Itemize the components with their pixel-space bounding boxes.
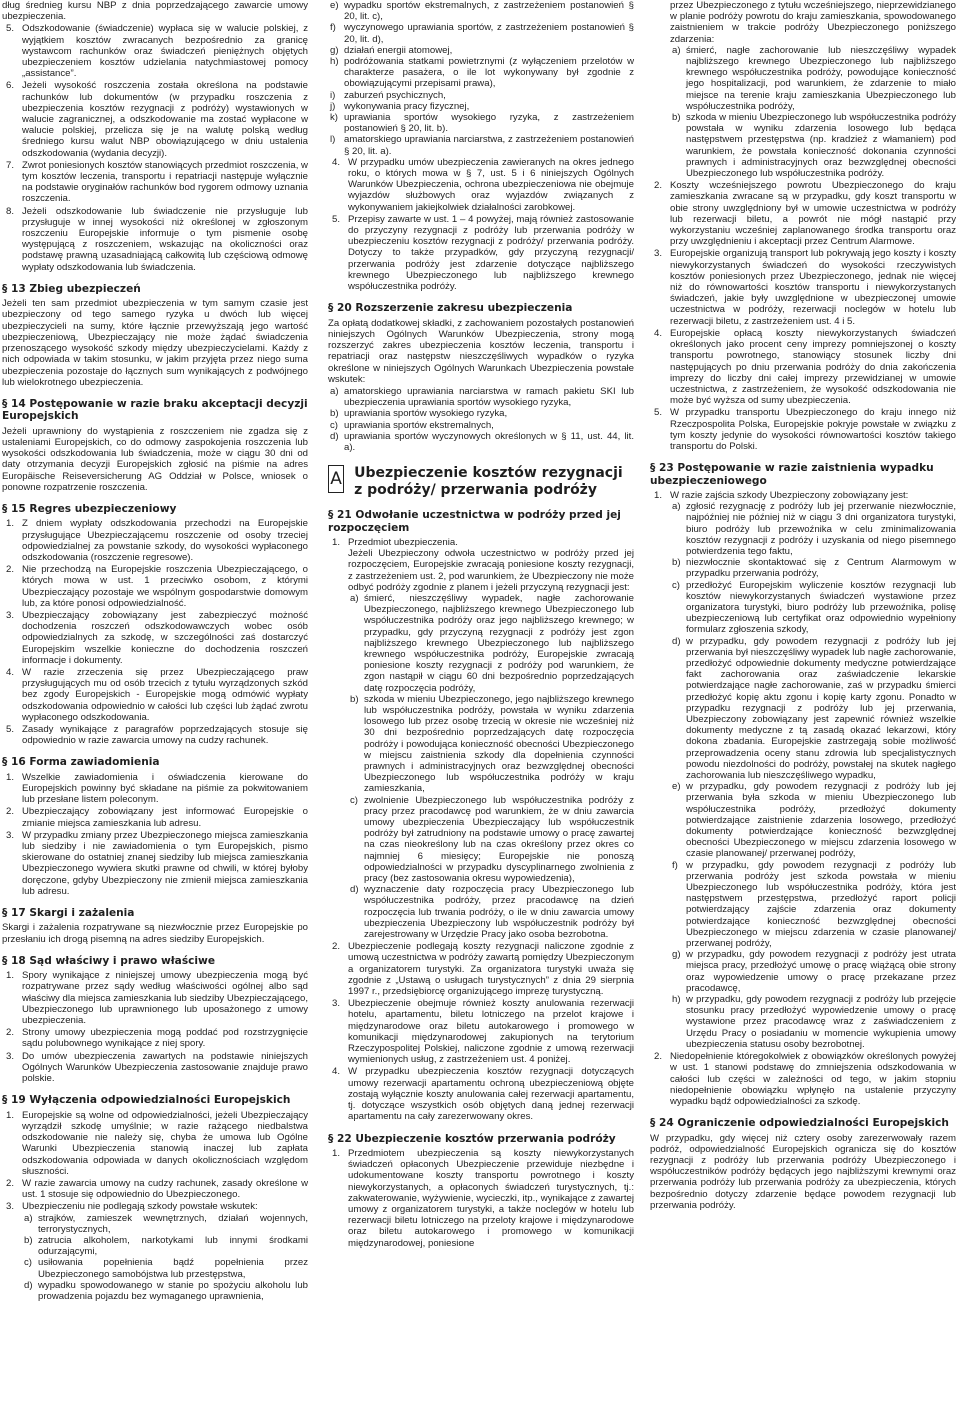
list-item-continuation: przez Ubezpieczonego z tytułu wcześniejszego, nieprzewidzianego w planie podróży powrotu do kraju zamieszkania, spowodowanego zaistnieniem w trakcie podróży Ubezpieczonego poniższego zdarzenia: a) śmierć, nagłe zachorowanie lub nieszczęśliwy wypadek najbliższego krewnego Ubezpieczonego lub najbliższego krewnego współuczestnika podróży, powodujące konieczność jego hospitalizacji, pod warunkiem, że zdarzenie to miało miejsce na terenie kraju zamieszkania Ubezpieczonego lub współuczestnika podróży, b) szkoda w mieniu Ubezpieczonego lub współuczestnika podróży powstała w wyniku zdarzenia losowego lub będąca następstwem przestępstwa (np. kradzież z włamaniem) pod warunkiem, że powstała konieczność dokonania czynności prawnych i administracyjnych oraz bezwzględnej obecności Ubezpieczonego lub współuczestnika podróży. (670, 0, 956, 180)
list-item: 4. W razie zrzeczenia się przez Ubezpieczającego praw przysługujących mu od osób trzecich z tytułu wyrządzonych szkód bez zgody Europejskich - Europejskie mogą odmówić wypłaty odszkodowania odpowiednio w całości lub części lub żądać zwrotu wypłaconego odszkodowania. (6, 666, 308, 723)
sub-list-item: l) amatorskiego uprawiania narciarstwa, z zastrzeżeniem postanowień § 20, lit. a). (330, 134, 634, 157)
list-item: 3. Do umów ubezpieczenia zawartych na podstawie niniejszych Ogólnych Warunków Ubezpieczenia zastosowanie znajduje prawo polskie. (6, 1050, 308, 1085)
column-right (650, 0, 956, 1212)
list-item: 1. Z dniem wypłaty odszkodowania przechodzi na Europejskie przysługujące Ubezpieczającemu roszczenie od osoby trzeciej odpowiedzialnej za powstanie szkody, do wysokości wypłaconego odszkodowania (roszczenie regresowe). (6, 518, 308, 563)
column-left (2, 0, 308, 1303)
sub-list-item: g) działań energii atomowej, (330, 44, 453, 56)
section-heading: § 22 Ubezpieczenie kosztów przerwania podróży (328, 1132, 616, 1145)
list-item: 2. Niedopełnienie któregokolwiek z obowiązków określonych powyżej w ust. 1 stanowi podstawę do zmniejszenia odszkodowania w całości lub części w zależności od tego, w jakim stopniu niedopełnienie obowiązku wpłynęło na ustalenie przyczyny wypadku bądź odpowiedzialności za szkodę. (654, 1051, 956, 1107)
section-paragraph: Skargi i zażalenia rozpatrywane są niezwłocznie przez Europejskie po przesłaniu ich drogą pisemną na adres siedziby Europejskich. (2, 922, 308, 945)
sub-list-item: c) uprawiania sportów ekstremalnych, (330, 419, 494, 431)
sub-list-item: b) szkoda w mieniu Ubezpieczonego lub współuczestnika podróży powstała w wyniku zdarzenia losowego lub będąca następstwem przestępstwa (np. kradzież z włamaniem) pod warunkiem, że powstała konieczność dokonania czynności prawnych i administracyjnych oraz bezwzględnej obecności Ubezpieczonego lub współuczestnika podróży. (672, 112, 956, 180)
section-heading: § 20 Rozszerzenie zakresu ubezpieczenia (328, 302, 573, 315)
sub-list-item: h) w przypadku, gdy powodem rezygnacji z podróży lub przejęcie stosunku pracy przedłożyć wypowiedzenie umowy o pracę wystawione przez pracodawcę wraz z zaświadczeniem z Urzędu Pracy o posiadaniu w momencie wykupienia umowy ubezpieczenia statusu osoby bezrobotnej. (672, 994, 956, 1050)
section-heading: § 24 Ograniczenie odpowiedzialności Europejskich (650, 1117, 949, 1130)
sub-list-item: g) w przypadku, gdy powodem rezygnacji z podróży jest utrata miejsca pracy, przedłożyć umowę o pracę wiążącą obie strony oraz wypowiedzenie umowy o pracę przekazane przez pracodawcę, (672, 949, 956, 994)
sub-list-item: a) śmierć, nieszczęśliwy wypadek, nagłe zachorowanie Ubezpieczonego, najbliższego krewnego Ubezpieczonego lub współuczestnika podróży oraz jego najbliższego krewnego; w przypadku, gdy przyczyną rezygnacji z podróży jest zgon najbliższego krewnego Ubezpieczonego lub najbliższego krewnego współuczestnika podróży, Europejskie zwracają poniesione koszty rezygnacji z podróży pod warunkiem, że zgon nastąpił w ciągu 60 dni bezpośrednio poprzedzających datę rozpoczęcia podróży, (350, 592, 634, 694)
sub-list-item: k) uprawiania sportów wysokiego ryzyka, z zastrzeżeniem postanowień § 20, lit. b). (330, 112, 634, 135)
section-paragraph: Jeżeli ten sam przedmiot ubezpieczenia w tym samym czasie jest ubezpieczony od tego samego ryzyka u dwóch lub więcej ubezpieczycieli na sumy, które łącznie przewyższają jego wartość ubezpieczeniową, Ubezpieczający nie może żądać świadczenia przenoszącego wysokość szkody między ubezpieczycielami. Każdy z nich odpowiada w takim stosunku, w jakim przyjęta przez niego suma ubezpieczenia pozostaje do łącznych sum wynikających z podwójnego lub wielokrotnego ubezpieczenia. (2, 298, 308, 388)
part-letter-box: A (328, 465, 344, 493)
list-item: 2. Ubezpieczający zobowiązany jest informować Europejskie o zmianie miejsca zamieszkania lub adresu. (6, 806, 308, 829)
section-heading: § 14 Postępowanie w razie braku akceptacji decyzji Europejskich (2, 397, 308, 423)
list-item: 1. Europejskie są wolne od odpowiedzialności, jeżeli Ubezpieczający wyrządził szkodę umyślnie; w razie rażącego niedbalstwa odszkodowanie nie należy się, chyba że umowa lub Ogólne Warunki Ubezpieczenia stanowią inaczej lub zapłata odszkodowania odpowiada w danych okolicznościach względom słuszności. (6, 1109, 308, 1177)
section-heading: § 23 Postępowanie w razie zaistnienia wypadku ubezpieczeniowego (650, 462, 934, 487)
list-item: 1. Wszelkie zawiadomienia i oświadczenia kierowane do Europejskich powinny być składane na piśmie za pokwitowaniem lub przesłane listem poleconym. (6, 771, 308, 806)
sub-list-item: j) wykonywania pracy fizycznej, (330, 100, 470, 112)
sub-list-item: b) szkoda w mieniu Ubezpieczonego, jego najbliższego krewnego lub współuczestnika podróży, powstała w wyniku zdarzenia losowego lub przez osobę trzecią w okresie nie wcześniej niż 30 dni bezpośrednio poprzedzających datę rozpoczęcia podróży i powodująca konieczność obecności Ubezpieczonego w miejscu zaistnienia szkody dla dopełnienia czynności prawnych i administracyjnych oraz bezwzględnej obecności Ubezpieczonego lub współuczestnika podróży w kraju zamieszkania, (350, 693, 634, 795)
section-heading: § 16 Forma zawiadomienia (2, 756, 160, 769)
list-item: 6. Jeżeli wysokość roszczenia została określona na podstawie rachunków lub dokumentów (w przypadku roszczenia z ubezpieczenia kosztów rezygnacji z podróży) wystawionych w walucie zagranicznej, a odszkodowanie ma zostać wypłacone w walucie polskiej, przelicza się je na walutę polską według średniego kursu walut NBP obowiązującego w dniu ustalenia odszkodowania (wydania decyzji). (6, 80, 308, 159)
sub-list-item: b) uprawiania sportów wysokiego ryzyka, (330, 408, 508, 420)
section-heading: § 19 Wyłączenia odpowiedzialności Europejskich (2, 1094, 291, 1107)
list-item: 3. Ubezpieczeniu nie podlegają szkody powstałe wskutek: a) strajków, zamieszek wewnętrznych, działań wojennych, terrorystycznych, b) zatrucia alkoholem, narkotykami lub innymi środkami odurzającymi, c) usiłowania popełnienia bądź popełnienia przez Ubezpieczonego samobójstwa lub przestępstwa, d) wypadku spowodowanego w stanie po spożyciu alkoholu lub prowadzenia pojazdu bez wymaganego uprawnienia, (6, 1201, 308, 1302)
list-item: 3. Ubezpieczający zobowiązany jest zabezpieczyć możność dochodzenia roszczeń odszkodowawczych wobec osób odpowiedzialnych za szkodę, w szczególności zaś dostarczyć Europejskim wszelkie konieczne do dochodzenia roszczeń informacje i dokumenty. (6, 609, 308, 666)
sub-list-item: d) w przypadku, gdy powodem rezygnacji z podróży lub jej przerwania był nieszczęśliwy wypadek lub nagłe zachorowanie, przedłożyć odpowiednie dokumenty medyczne potwierdzające fakt zachorowania oraz zaświadczenie lekarskie potwierdzające nagłe zachorowanie, zaś w przypadku śmierci przedłożyć kopię aktu zgonu i kopię karty zgonu. Ponadto w przypadku rezygnacji z podróży lub jej przerwania, Ubezpieczony zobowiązany jest zapewnić również wszelkie dokumenty medyczne z tą zasadą okazać lekarzowi, który dokona zbadania. Europejskie zastrzegają sobie możliwość przeprowadzenia oceny stanu zdrowia lub specjalistycznych powodu niezdolności do podróży, powstałej na skutek nagłego zachorowania lub nieszczęśliwego wypadku, (672, 635, 956, 782)
sub-list-item: a) zgłosić rezygnację z podróży lub jej przerwanie niezwłocznie, najpóźniej nie później niż w ciągu 3 dni organizatora turystyki, biuro podróży lub przewoźnika w celu zminimalizowania kosztów rezygnacji z podróży i uzyskania od niego pisemnego potwierdzenia tego faktu, (672, 501, 956, 557)
sub-list-item: c) przedłożyć Europejskim wyliczenie kosztów rezygnacji lub kosztów niewykorzystanych świadczeń wystawione przez organizatora turystyki, biuro podróży lub przewoźnika, polisę ubezpieczeniową lub certyfikat oraz odpowiednio wypełniony formularz zgłoszenia szkody, (672, 579, 956, 636)
sub-list-item: a) strajków, zamieszek wewnętrznych, działań wojennych, terrorystycznych, (24, 1212, 308, 1235)
list-item: 8. Jeżeli odszkodowanie lub świadczenie nie przysługuje lub przysługuje w innej wysokości niż określonej w zgłoszonym roszczeniu Europejskie informuje o tym pismenie osobę występującą z roszczeniem, wskazując na okoliczności oraz podstawę prawną uzasadniającą całkowitą lub częściową odmowę wypłaty odszkodowania lub świadczenia. (6, 205, 308, 273)
list-item: 7. Zwrot poniesionych kosztów stanowiących przedmiot roszczenia, w tym kosztów leczenia, transportu i repatriacji następuje wyłącznie na podstawie oryginałów rachunków bod rygorem odmowy uznania roszczenia. (6, 159, 308, 205)
list-item: 4. W przypadku umów ubezpieczenia zawieranych na okres jednego roku, o których mowa w § 7, ust. 5 i 6 niniejszych Ogólnych Warunków Ubezpieczenia, ochrona ubezpieczeniowa nie obejmuje wyjazdów służbowych oraz wyjazdów związanych z wykonywaniem jakiejkolwiek działalności zarobkowej. (332, 156, 634, 213)
list-item: 2. Ubezpieczenie podlegają koszty rezygnacji naliczone zgodnie z umową uczestnictwa w podróży zawartą pomiędzy Ubezpieczonym a organizatorem turystyki. Za organizatora turystyki uważa się zgodnie z „Ustawą o usługach turystycznych” z dnia 29 sierpnia 1997 r., przedsiębiorcę organizującego imprezę turystyczną. (332, 941, 634, 998)
list-item: 3. W przypadku zmiany przez Ubezpieczonego miejsca zamieszkania lub siedziby i nie zawiadomienia o tym Europejskich, pismo skierowane do ostatniej znanej siedziby lub miejsca zamieszkania Ubezpieczonego wywiera skutki prawne od chwili, w której byłoby doręczone, gdyby Ubezpieczony nie zmienił miejsca zamieszkania lub adresu. (6, 829, 308, 897)
list-item: 1. Przedmiotem ubezpieczenia są koszty niewykorzystanych świadczeń opłaconych Ubezpieczenie przewiduje niezbędne i udokumentowane koszty transportu powrotnego i koszty niewykorzystanych, a opłaconych świadczeń turystycznych, tj.: zakwaterowanie, wyżywienie, wycieczki, itp., wynikające z zawartej umowy z organizatorem turystyki, a także noclegów w hotelu lub rezerwacji biletu lotniczego na przeloty krajowe i międzynarodowe oraz biletu autokarowego i promowego w komunikacji międzynarodowej, poniesione (332, 1147, 634, 1249)
list-item: 2. Strony umowy ubezpieczenia mogą poddać pod rozstrzygnięcie sądu polubownego wynikające z niej spory. (6, 1027, 308, 1050)
sub-list-item: d) uprawiania sportów wyczynowych określonych w § 11, ust. 44, lit. a). (330, 430, 634, 453)
list-item: 2. Nie przechodzą na Europejskie roszczenia Ubezpieczającego, o których mowa w ust. 1 przeciwko osobom, z którymi Ubezpieczający pozostaje we wspólnym gospodarstwie domowym lub, za które ponosi odpowiedzialność. (6, 564, 308, 609)
list-item: 1. Przedmiot ubezpieczenia. Jeżeli Ubezpieczony odwoła uczestnictwo w podróży przed jej rozpoczęciem, Europejskie zwracają poniesione koszty rezygnacji, z zastrzeżeniem ust. 2, pod warunkiem, że Ubezpieczony nie może odbyć podróży zgodnie z planem i jeżeli przyczyną rezygnacji jest: a) śmierć, nieszczęśliwy wypadek, nagłe zachorowanie Ubezpieczonego, najbliższego krewnego Ubezpieczonego lub współuczestnika podróży oraz jego najbliższego krewnego; w przypadku, gdy przyczyną rezygnacji z podróży jest zgon najbliższego krewnego Ubezpieczonego lub najbliższego krewnego współuczestnika podróży, Europejskie zwracają poniesione koszty rezygnacji z podróży pod warunkiem, że zgon nastąpił w ciągu 60 dni bezpośrednio poprzedzających datę rozpoczęcia podróży, b) szkoda w mieniu Ubezpieczonego, jego najbliższego krewnego lub współuczestnika podróży, powstała w wyniku zdarzenia losowego lub przez osobę trzecią w okresie nie wcześniej niż 30 dni bezpośrednio poprzedzających datę rozpoczęcia podróży i powodująca konieczność obecności Ubezpieczonego w miejscu zaistnienia szkody dla dopełnienia czynności prawnych i administracyjnych oraz bezwzględnej obecności Ubezpieczonego lub współuczestnika podróży w kraju zamieszkania, c) zwolnienie Ubezpieczonego lub współuczestnika podróży z pracy przez pracodawcę pod warunkiem, że w dniu zawarcia umowy ubezpieczenia Ubezpieczający lub współuczestnik podróży był zatrudniony na podstawie umowy o pracę zawartej na czas nieokreślony lub na czas określony przez okres co najmniej 6 miesięcy; Europejskie nie ponoszą odpowiedzialności w przypadku dyscyplinarnego zwolnienia z pracy (bez zastosowania okresu wypowiedzenia), d) wyznaczenie daty rozpoczęcia pracy Ubezpieczonego lub współuczestnika podróży, przez pracodawcę na dzień rozpoczęcia lub trwania podróży, o ile w dniu zawarcia umowy ubezpieczenia Ubezpieczony lub współuczestnik podróży był zarejestrowany w Urzędzie Pracy jako osoba bezrobotna. (332, 536, 634, 941)
list-item: 1. Spory wynikające z niniejszej umowy ubezpieczenia mogą być rozpatrywane przez sądy według właściwości ogólnej albo sąd właściwy dla miejsca zamieszkania lub siedziby Ubezpieczającego, Ubezpieczonego lub uprawnionego lub uposażonego z umowy ubezpieczenia. (6, 970, 308, 1027)
sub-list-item: f) w przypadku, gdy powodem rezygnacji z podróży lub przerwania podróży jest szkoda powstała w mieniu Ubezpieczonego lub współuczestnika podróży, która jest następstwem przestępstwa, przedłożyć raport policji potwierdzający zajście zdarzenia oraz dokumenty potwierdzające konieczność bezwzględnej obecności Ubezpieczonego w miejscu zdarzenia w czasie planowanej/ przerwanej podróży, (672, 859, 956, 950)
sub-list-item: c) zwolnienie Ubezpieczonego lub współuczestnika podróży z pracy przez pracodawcę pod warunkiem, że w dniu zawarcia umowy ubezpieczenia Ubezpieczający lub współuczestnik podróży był zatrudniony na podstawie umowy o pracę zawartej na czas nieokreślony lub na czas określony przez okres co najmniej 6 miesięcy; Europejskie nie ponoszą odpowiedzialności w przypadku dyscyplinarnego zwolnienia z pracy (bez zastosowania okresu wypowiedzenia), (350, 794, 634, 885)
list-item: 5. Przepisy zawarte w ust. 1 – 4 powyżej, mają również zastosowanie do przyczyny rezygnacji z podróży lub przerwania podróży w ubezpieczeniu kosztów rezygnacji z podróży/ przerwania podróży. Dotyczy to także przypadków, gdy przyczyną rezygnacji/ przerwania podróży jest zdarzenie dotyczące najbliższego krewnego Ubezpieczonego lub najbliższego krewnego współuczestnika podróży. (332, 213, 634, 293)
sub-list-item: d) wyznaczenie daty rozpoczęcia pracy Ubezpieczonego lub współuczestnika podróży, przez pracodawcę na dzień rozpoczęcia lub trwania podróży, o ile w dniu zawarcia umowy ubezpieczenia Ubezpieczony lub współuczestnik podróży był zarejestrowany w Urzędzie Pracy jako osoba bezrobotna. (350, 884, 634, 941)
sub-list-item: e) wypadku sportów ekstremalnych, z zastrzeżeniem postanowień § 20, lit. c), (330, 0, 634, 23)
sub-list-item: d) wypadku spowodowanego w stanie po spożyciu alkoholu lub prowadzenia pojazdu bez wymaganego uprawnienia, (24, 1279, 308, 1302)
list-item: 1. W razie zajścia szkody Ubezpieczony zobowiązany jest: a) zgłosić rezygnację z podróży lub jej przerwanie niezwłocznie, najpóźniej nie później niż w ciągu 3 dni organizatora turystyki, biuro podróży lub przewoźnika w celu zminimalizowania kosztów rezygnacji z podróży i uzyskania od niego pisemnego potwierdzenia tego faktu, b) niezwłocznie skontaktować się z Centrum Alarmowym w przypadku przerwania podróży, c) przedłożyć Europejskim wyliczenie kosztów rezygnacji lub kosztów niewykorzystanych świadczeń wystawione przez organizatora turystyki, biuro podróży lub przewoźnika, polisę ubezpieczeniową lub certyfikat oraz odpowiednio wypełniony formularz zgłoszenia szkody, d) w przypadku, gdy powodem rezygnacji z podróży lub jej przerwania był nieszczęśliwy wypadek lub nagłe zachorowanie, przedłożyć odpowiednie dokumenty medyczne potwierdzające fakt zachorowania oraz zaświadczenie lekarskie potwierdzające nagłe zachorowanie, zaś w przypadku śmierci przedłożyć kopię aktu zgonu i kopię karty zgonu. Ponadto w przypadku rezygnacji z podróży lub jej przerwania, Ubezpieczony zobowiązany jest zapewnić również wszelkie dokumenty medyczne z tą zasadą okazać lekarzowi, który dokona zbadania. Europejskie zastrzegają sobie możliwość przeprowadzenia oceny stanu zdrowia lub specjalistycznych powodu niezdolności do podróży, powstałej na skutek nagłego zachorowania lub nieszczęśliwego wypadku, e) w przypadku, gdy powodem rezygnacji z podróży lub jej przerwania była szkoda w mieniu Ubezpieczonego lub współuczestnika podróży, przedłożyć dokumenty potwierdzające zaistnienie zdarzenia losowego, przedłożyć dokumenty potwierdzające konieczność bezwzględnej obecności Ubezpieczonego w miejscu zdarzenia losowego w czasie planowanej/ przerwanej podróży, f) w przypadku, gdy powodem rezygnacji z podróży lub przerwania podróży jest szkoda powstała w mieniu Ubezpieczonego lub współuczestnika podróży, która jest następstwem przestępstwa, przedłożyć raport policji potwierdzający zajście zdarzenia oraz dokumenty potwierdzające konieczność bezwzględnej obecności Ubezpieczonego w miejscu zdarzenia w czasie planowanej/ przerwanej podróży, g) w przypadku, gdy powodem rezygnacji z podróży jest utrata miejsca pracy, przedłożyć umowę o pracę wiążącą obie strony oraz wypowiedzenie umowy o pracę przekazane przez pracodawcę, h) w przypadku, gdy powodem rezygnacji z podróży lub przejęcie stosunku pracy przedłożyć wypowiedzenie umowy o pracę wystawione przez pracodawcę wraz z zaświadczeniem z Urzędu Pracy o posiadaniu w momencie wykupienia umowy ubezpieczenia statusu osoby bezrobotnej. (654, 489, 956, 1050)
sub-list-item: i) zaburzeń psychicznych, (330, 89, 446, 101)
section-paragraph: Jeżeli uprawniony do wystąpienia z roszczeniem nie zgadza się z ustaleniami Europejskich, co do odmowy zaspokojenia roszczenia lub wysokości odszkodowania lub świadczenia, może w ciągu 30 dni od daty otrzymania decyzji Europejskich zgłosić na piśmie na adres Europäische Reiseversicherung AG Oddział w Polsce, wniosek o ponowne rozpatrzenie roszczenia. (2, 425, 308, 493)
list-item: 5. W przypadku transportu Ubezpieczonego do kraju innego niż Rzeczpospolita Polska, Europejskie pokryje powstałe w związku z tym koszty jedynie do wysokości równowartości kosztów takiego transportu do Polski. (654, 407, 956, 452)
list-item: 3. Europejskie organizują transport lub pokrywają jego koszty i koszty niewykorzystanych świadczeń do wysokości rzeczywistych kosztów poniesionych przez Ubezpieczonego, jednak nie więcej niż do równowartości kosztów transportu i niewykorzystanych świadczeń, jakie były uwzględnione w ubezpieczonej umowie uczestnictwa w podróży, rezerwacji noclegów w hotelu lub rezerwacji biletu, z zastrzeżeniem ust. 4 i 5. (654, 248, 956, 327)
sub-list-item: a) amatorskiego uprawiania narciarstwa w ramach pakietu SKI lub ubezpieczenia uprawiania sportów wysokiego ryzyka, (330, 385, 634, 409)
list-item: 3. Ubezpieczenie obejmuje również koszty anulowania rezerwacji hotelu, apartamentu, biletu lotniczego na przelot krajowe i międzynarodowe oraz biletu autokarowego i promowego w komunikacji międzynarodowej zakupionych na terytorium Rzeczypospolitej Polskiej, naliczone zgodnie z umową rezerwacji wymienionych usług, z zastrzeżeniem ust. 4 poniżej. (332, 998, 634, 1066)
sub-list-item: b) zatrucia alkoholem, narkotykami lub innymi środkami odurzającymi, (24, 1234, 308, 1258)
list-item: 4. W przypadku ubezpieczenia kosztów rezygnacji dotyczących umowy rezerwacji apartamentu ochroną ubezpieczeniową objęte zostają wyłącznie koszty anulowania całej rezerwacji apartamentu, tj. dotyczące wszystkich osób objętych daną jednej rezerwacji apartamentu na cały zarezerwowany okres. (332, 1066, 634, 1123)
section-heading: § 17 Skargi i zażalenia (2, 907, 135, 920)
paragraph-continuation: dług średnieg kursu NBP z dnia poprzedzającego zawarcie umowy ubezpieczenia. (2, 0, 308, 23)
part-a-heading (328, 465, 634, 499)
list-item: 5. Zasady wynikające z paragrafów poprzedzających stosuje się odpowiednio w razie zawarcia umowy na cudzy rachunek. (6, 724, 308, 747)
section-heading: § 13 Zbieg ubezpieczeń (2, 282, 141, 295)
section-paragraph: Za opłatą dodatkowej składki, z zachowaniem pozostałych postanowień niniejszych Ogólnych Warunków Ubezpieczenia, strony mogą rozszerzyć zakres ubezpieczenia kosztów leczenia, transportu i repatriacji oraz następstw nieszczęśliwych wypadków o ryzyka określone w niniejszych Ogólnych Warunkach Ubezpieczenia powstałe wskutek: (328, 317, 634, 385)
sub-list-item: b) niezwłocznie skontaktować się z Centrum Alarmowym w przypadku przerwania podróży, (672, 557, 956, 580)
section-heading: § 21 Odwołanie uczestnictwa w podróży przed jej rozpoczęciem (328, 509, 621, 534)
list-item: 4. Europejskie opłacą koszty niewykorzystanych świadczeń określonych jako procent ceny imprezy pomniejszonej o koszty transportu powrotnego, stanowiący stosunek liczby dni następujących po dniu przerwania podróży do dnia zakończenia imprezy do liczby dni całej imprezy przewidzianej w umowie uczestnictwa, z zastrzeżeniem, że wysokość odszkodowania nie może być wyższa od sumy ubezpieczenia. (654, 327, 956, 407)
sub-list-item: a) śmierć, nagłe zachorowanie lub nieszczęśliwy wypadek najbliższego krewnego Ubezpieczonego lub najbliższego krewnego współuczestnika podróży, powodujące konieczność jego hospitalizacji, pod warunkiem, że zdarzenie to miało miejsce na terenie kraju zamieszkania Ubezpieczonego lub współuczestnika podróży, (672, 44, 956, 112)
sub-list-item: f) wyczynowego uprawiania sportów, z zastrzeżeniem postanowień § 20, lit. d), (330, 22, 634, 45)
list-item: 5. Odszkodowanie (świadczenie) wypłaca się w walucie polskiej, z wyjątkiem kosztów zwracanych bezpośrednio za granicę wystawcom rachunków oraz świadczeń pieniężnych objętych ubezpieczeniem kosztów udzielania natychmiastowej pomocy „assistance”. (6, 23, 308, 80)
sub-list-item: h) podróżowania statkami powietrznymi (z wyłączeniem przelotów w charakterze pasażera, o ile lot wykonywany był zgodnie z obowiązującymi przepisami prawa), (330, 56, 634, 90)
section-heading: § 15 Regres ubezpieczeniowy (2, 502, 177, 515)
sub-list-item: c) usiłowania popełnienia bądź popełnienia przez Ubezpieczonego samobójstwa lub przestępstwa, (24, 1257, 308, 1280)
sub-list-item: e) w przypadku, gdy powodem rezygnacji z podróży lub jej przerwania była szkoda w mieniu Ubezpieczonego lub współuczestnika podróży, przedłożyć dokumenty potwierdzające zaistnienie zdarzenia losowego, przedłożyć dokumenty potwierdzające konieczność bezwzględnej obecności Ubezpieczonego w miejscu zdarzenia losowego w czasie planowanej/ przerwanej podróży, (672, 781, 956, 860)
list-item: 2. W razie zawarcia umowy na cudzy rachunek, zasady określone w ust. 1 stosuje się odpowiednio do Ubezpieczonego. (6, 1177, 308, 1201)
column-middle (328, 0, 634, 1250)
part-title: Ubezpieczenie kosztów rezygnacji z podróży/ przerwania podróży (354, 465, 623, 499)
section-paragraph: W przypadku, gdy więcej niż cztery osoby zarezerwowały razem podróż, odpowiedzialność Europejskich ogranicza się do kosztów rezygnacji z podróży lub przerwania podróży Ubezpieczonego i współuczestników podróży będących jego najbliższymi krewnymi oraz przerwania podróży lub przerwania podróży za ubezpieczenia, których bezpośrednio dotyczy zdarzenie będące powodem rezygnacji lub przerwania podróży. (650, 1132, 956, 1211)
list-item: 2. Koszty wcześniejszego powrotu Ubezpieczonego do kraju zamieszkania zwracane są w przypadku, gdy koszt transportu w obie strony uwzględniony był w umowie uczestnictwa w podróży lub rezerwacji biletu, a powrót nie mógł nastąpić przy wykorzystaniu wcześniej zaplanowanego środka transportu oraz przy uwzględnieniu i akceptacji przez Centrum Alarmowe. (654, 180, 956, 248)
section-heading: § 18 Sąd właściwy i prawo właściwe (2, 954, 216, 967)
